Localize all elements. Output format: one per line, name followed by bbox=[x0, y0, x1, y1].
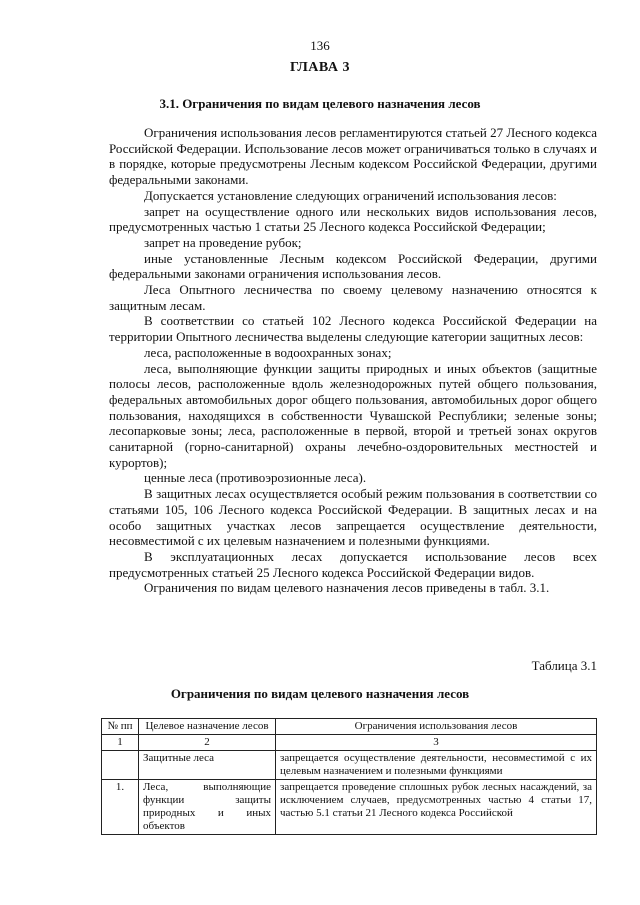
paragraph: иные установленные Лесным кодексом Российской Федерации, другими федеральными законами ограничения использования лесов. bbox=[109, 250, 597, 282]
table-cell: Леса, выполняющие функции защиты природных и иных объектов bbox=[139, 780, 276, 835]
paragraph: В соответствии со статьей 102 Лесного кодекса Российской Федерации на территории Опытного лесничества выделены следующие категории защитных лесов: bbox=[109, 313, 597, 345]
restrictions-table bbox=[101, 718, 597, 835]
table-cell bbox=[102, 751, 139, 780]
paragraph: Леса Опытного лесничества по своему целевому назначению относятся к защитным лесам. bbox=[109, 282, 597, 313]
paragraph: запрет на проведение рубок; bbox=[144, 234, 302, 250]
section-title: 3.1. Ограничения по видам целевого назначения лесов bbox=[159, 96, 481, 111]
table-title: Ограничения по видам целевого назначения лесов bbox=[170, 686, 470, 701]
paragraph: леса, расположенные в водоохранных зонах; bbox=[144, 344, 392, 360]
table-cell: Защитные леса bbox=[139, 751, 276, 780]
paragraph: Допускается установление следующих ограничений использования лесов: bbox=[144, 187, 557, 203]
paragraph: леса, выполняющие функции защиты природных и иных объектов (защитные полосы лесов, расположенные вдоль железнодорожных путей общего пользования, федеральных автомобильных дорог общего пользования, автомобильных дорог общего пользования, находящихся в собственности Чувашской Республики; зеленые зоны; лесопарковые зоны; леса, расположенные в первой, второй и третьей зонах округов санитарной (горно-санитарной) охраны лечебно-оздоровительных местностей и курортов); bbox=[109, 360, 597, 470]
table-row bbox=[102, 780, 597, 835]
paragraph: ценные леса (противоэрозионные леса). bbox=[144, 470, 367, 486]
paragraph: запрет на осуществление одного или нескольких видов использования лесов, предусмотренных частью 1 статьи 25 Лесного кодекса Российской Федерации; bbox=[109, 203, 597, 235]
chapter-title: ГЛАВА 3 bbox=[290, 60, 350, 75]
paragraph: Ограничения использования лесов регламентируются статьей 27 Лесного кодекса Российской Федерации. Использование лесов может ограничиваться только в случаях и в порядке, которые предусмотрены Лесным кодексом Российской Федерации, другими федеральными законами. bbox=[109, 125, 598, 188]
paragraph: Ограничения по видам целевого назначения лесов приведены в табл. 3.1. bbox=[144, 580, 550, 596]
column-number: 1 bbox=[102, 735, 139, 751]
table-cell: запрещается проведение сплошных рубок лесных насаждений, за исключением случаев, предусмотренных частью 4 статьи 17, частью 5.1 статьи 21 Лесного кодекса Российской bbox=[276, 780, 597, 835]
page-number: 136 bbox=[310, 38, 330, 53]
table-row bbox=[102, 751, 597, 780]
paragraph: В эксплуатационных лесах допускается использование лесов всех предусмотренных статьей 25 Лесного кодекса Российской Федерации видов. bbox=[109, 548, 597, 580]
table-cell: запрещается осуществление деятельности, несовместимой с их целевым назначением и полезными функциями bbox=[276, 751, 597, 780]
header-cell: Ограничения использования лесов bbox=[276, 719, 597, 735]
table-cell: 1. bbox=[102, 780, 139, 835]
body-text bbox=[109, 125, 597, 596]
column-number: 3 bbox=[276, 735, 597, 751]
column-number: 2 bbox=[139, 735, 276, 751]
paragraph: В защитных лесах осуществляется особый режим пользования в соответствии со статьями 105, 106 Лесного кодекса Российской Федерации. В защитных лесах и на особо защитных участках лесов запрещается осуществление деятельности, несовместимой с их целевым назначением и полезными функциями. bbox=[109, 486, 597, 549]
table-header-row bbox=[102, 719, 597, 735]
header-cell: № пп bbox=[102, 719, 139, 735]
column-number-row bbox=[102, 735, 597, 751]
table-caption: Таблица 3.1 bbox=[531, 658, 597, 673]
header-cell: Целевое назначение лесов bbox=[139, 719, 276, 735]
